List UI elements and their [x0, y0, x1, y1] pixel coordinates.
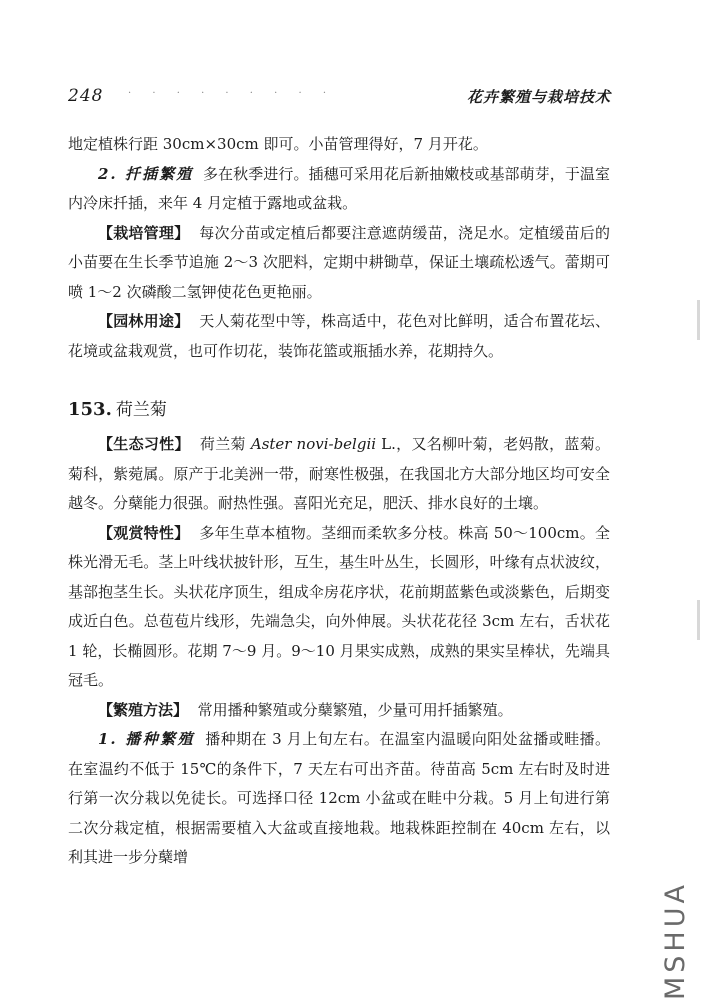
- paragraph-text: 常用播种繁殖或分蘖繁殖，少量可用扦插繁殖。: [197, 700, 513, 719]
- paragraph-text: 荷兰菊: [199, 435, 251, 453]
- paragraph-text: 地定植株行距 30cm×30cm 即可。小苗管理得好，7 月开花。: [68, 135, 488, 153]
- paragraph-landscape-use: [68, 307, 610, 366]
- latin-name: Aster novi-belgii: [250, 435, 377, 453]
- section-label: 【园林用途】: [98, 312, 190, 330]
- scan-edge-mark: [697, 600, 700, 640]
- scan-edge-mark: [697, 300, 700, 340]
- section-heading: [68, 395, 167, 425]
- section-label: 【繁殖方法】: [98, 700, 189, 719]
- paragraph-ornamental: [68, 519, 610, 696]
- paragraph-text: 播种期在 3 月上旬左右。在温室内温暖向阳处盆播或畦播。在室温约不低于 15℃的条件下，7 天左右可出齐苗。待苗高 5cm 左右时及时进行第一次分栽以免徒长。可选择口径 12cm 小盆或在畦中分栽。5 月上旬进行第二次分栽定植，根据需要植入大盆或直接地栽。地栽株距控制在 40cm 左右，以利其进一步分蘖增: [68, 730, 610, 866]
- page-number: 248: [68, 86, 104, 106]
- paragraph-propagation: [68, 696, 610, 726]
- section-title: 荷兰菊: [115, 400, 167, 420]
- paragraph-text: L.，又名柳叶菊，老妈散，蓝菊。菊科，紫菀属。原产于北美洲一带，耐寒性极强，在我国北方大部分地区均可安全越冬。分蘖能力很强。耐热性强。喜阳光充足，肥沃、排水良好的土壤。: [68, 435, 610, 512]
- top-text-block: [68, 130, 610, 366]
- paragraph-continuation: [68, 130, 610, 160]
- paragraph-cutting-propagation: [68, 160, 610, 219]
- subsection-label: 1. 播种繁殖: [98, 730, 195, 748]
- paragraph-cultivation: [68, 219, 610, 308]
- paragraph-text: 多年生草本植物。茎细而柔软多分枝。株高 50～100cm。全株光滑无毛。茎上叶线状披针形，互生，基生叶丛生，长圆形，叶缘有点状波纹，基部抱茎生长。头状花序顶生，组成伞房花序状，花前期蓝紫色或淡紫色，后期变成近白色。总苞苞片线形，先端急尖，向外伸展。头状花花径 3cm 左右，舌状花 1 轮，长椭圆形。花期 7～9 月。9～10 月果实成熟，成熟的果实呈棒状，先端具冠毛。: [68, 523, 610, 689]
- paragraph-seed-propagation: [68, 725, 610, 873]
- section-label: 【栽培管理】: [98, 223, 190, 242]
- paragraph-text: 每次分苗或定植后都要注意遮荫缓苗，浇足水。定植缓苗后的小苗要在生长季节追施 2～3 次肥料，定期中耕锄草，保证土壤疏松透气。蕾期可喷 1～2 次磷酸二氢钾使花色更艳丽。: [68, 223, 610, 301]
- paragraph-ecology: [68, 430, 610, 519]
- paragraph-text: 天人菊花型中等，株高适中，花色对比鲜明，适合布置花坛、花境或盆栽观赏，也可作切花，装饰花篮或瓶插水养，花期持久。: [68, 312, 610, 360]
- bottom-text-block: [68, 430, 610, 873]
- paragraph-text: 多在秋季进行。插穗可采用花后新抽嫩枝或基部萌芽，于温室内冷床扦插，来年 4 月定植于露地或盆栽。: [68, 164, 610, 212]
- subsection-label: 2. 扦插繁殖: [98, 164, 194, 183]
- section-number: 153.: [68, 399, 112, 420]
- section-label: 【生态习性】: [98, 435, 190, 453]
- book-title: 花卉繁殖与栽培技术: [466, 88, 611, 106]
- running-header: [68, 86, 611, 112]
- header-dot-leader: · · · · · · · · ·: [128, 88, 336, 99]
- watermark: [660, 870, 709, 1000]
- section-label: 【观赏特性】: [98, 523, 190, 542]
- watermark-text: MSHUA: [660, 881, 691, 1000]
